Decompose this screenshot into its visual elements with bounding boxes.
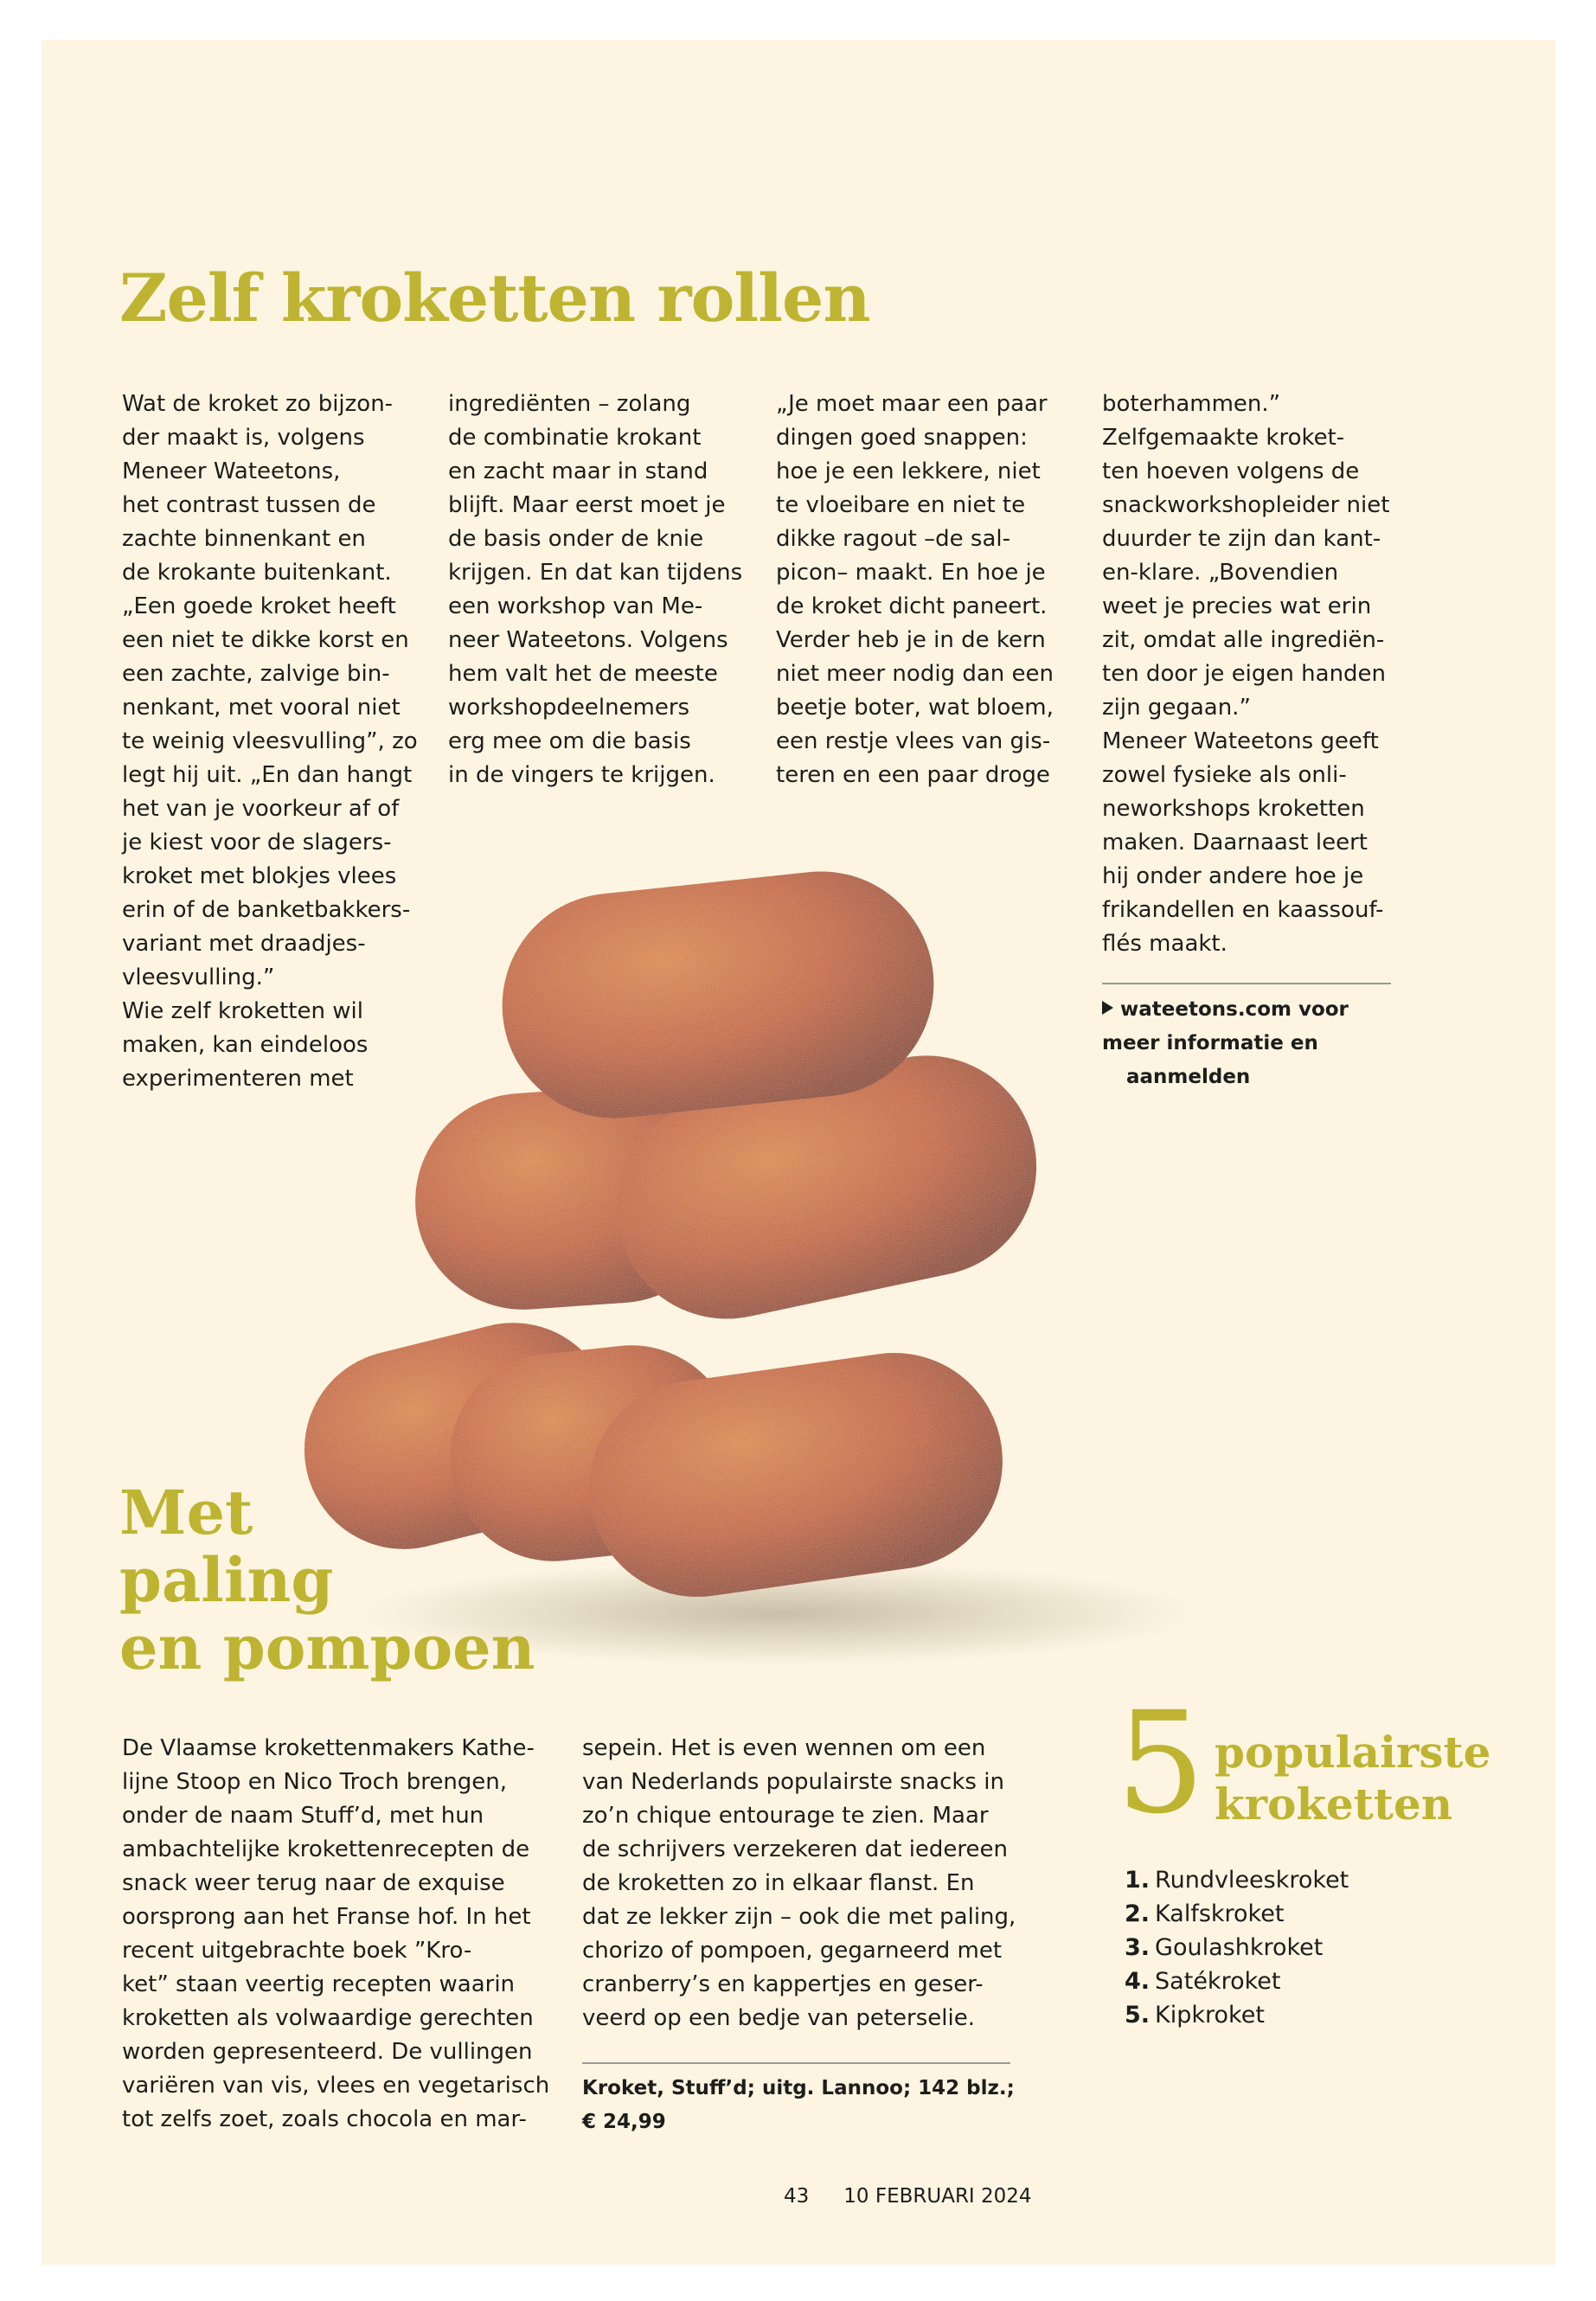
link-text-line-2: meer informatie en xyxy=(1102,1032,1318,1054)
list-item: 2. Kalfskroket xyxy=(1125,1900,1285,1927)
page-number: 43 xyxy=(784,2185,810,2208)
article-heading: Zelf kroketten rollen xyxy=(119,260,870,336)
top5-list xyxy=(1125,1863,1349,2032)
list-item: 4. Satékroket xyxy=(1125,1968,1281,1995)
list-item: 5. Kipkroket xyxy=(1125,2002,1265,2029)
article-column-4: boterhammen.” Zelfgemaakte kroket- ten hoeven volgens de snackworkshopleider niet duurder te zijn dan kant- en-klare. „Bovendien weet je precies wat erin zit, omdat alle ingrediën- ten door je eigen handen zijn gegaan.” Meneer Wateetons geeft zowel fysieke als onli- neworkshops kroketten maken. Daarnaast leert hij onder andere hoe je frikandellen en kaassouf- flés maakt. xyxy=(1102,391,1390,957)
book-details: , Stuff’d; uitg. Lannoo; 142 blz.; xyxy=(657,2077,1015,2099)
article-column-3: „Je moet maar een paar dingen goed snappen: hoe je een lekkere, niet te vloeibare en niet te dikke ragout –de sal- picon– maakt. En hoe je de kroket dicht paneert. Verder heb je in de kern niet meer nodig dan een beetje boter, wat bloem, een restje vlees van gis- teren en een paar droge xyxy=(776,391,1054,788)
article-column-1: Wat de kroket zo bijzon- der maakt is, volgens Meneer Wateetons, het contrast tussen de zachte binnenkant en de krokante buitenkant. „Een goede kroket heeft een niet te dikke korst en een zachte, zalvige bin- nenkant, met vooral niet te weinig vleesvulling”, zo legt hij uit. „En dan hangt het van je voorkeur af of je kiest voor de slagers- kroket met blokjes vlees erin of de banketbakkers- variant met draadjes- vleesvulling.” Wie zelf kroketten wil maken, kan eindeloos experimenteren met xyxy=(122,391,418,1092)
list-item: 3. Goulashkroket xyxy=(1125,1934,1324,1961)
book-price: € 24,99 xyxy=(582,2111,666,2133)
list-item: 1. Rundvleeskroket xyxy=(1125,1867,1349,1894)
divider xyxy=(582,2062,1010,2064)
page-footer xyxy=(784,2185,1032,2208)
top5-title: populairste kroketten xyxy=(1215,1727,1491,1830)
article-heading-2: Met paling en pompoen xyxy=(119,1477,535,1683)
link-text-line-1: wateetons.com voor xyxy=(1120,998,1349,1021)
article2-column-1: De Vlaamse krokettenmakers Kathe- lijne Stoop en Nico Troch brengen, onder de naam Stuff’d, met hun ambachtelijke krokettenrecepten de snack weer terug naar de exquise oorsprong aan het Franse hof. In het recent uitgebrachte boek ”Kro- ket” staan veertig recepten waarin kroketten als volwaardige gerechten worden gepresenteerd. De vullingen variëren van vis, vlees en vegetarisch tot zelfs zoet, zoals chocola en mar- xyxy=(122,1735,550,2132)
book-credit xyxy=(582,2072,1015,2139)
issue-date: 10 FEBRUARI 2024 xyxy=(843,2185,1032,2208)
book-title: Kroket xyxy=(582,2077,657,2099)
top5-number: 5 xyxy=(1116,1682,1206,1845)
article-column-2: ingrediënten – zolang de combinatie krokant en zacht maar in stand blijft. Maar eerst moet je de basis onder de knie krijgen. En dat kan tijdens een workshop van Me- neer Wateetons. Volgens hem valt het de meeste workshopdeelnemers erg mee om die basis in de vingers te krijgen. xyxy=(448,391,743,788)
link-text-line-3: aanmelden xyxy=(1126,1066,1251,1088)
article2-column-2: sepein. Het is even wennen om een van Nederlands populairste snacks in zo’n chique entourage te zien. Maar de schrijvers verzekeren dat iedereen de kroketten zo in elkaar flanst. En dat ze lekker zijn – ook die met paling, chorizo of pompoen, gegarneerd met cranberry’s en kappertjes en geser- veerd op een bedje van peterselie. xyxy=(582,1735,1016,2031)
